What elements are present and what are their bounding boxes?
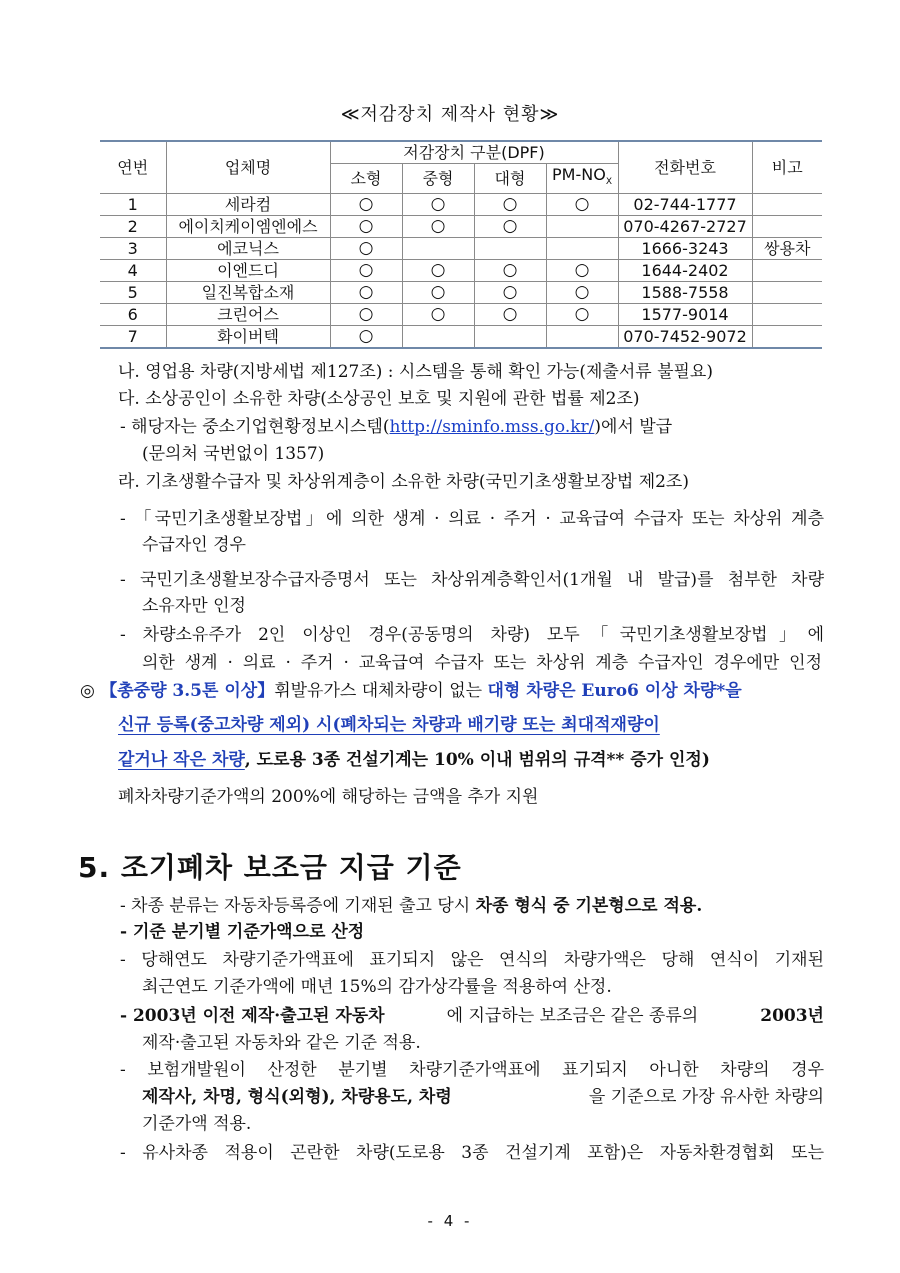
- cell-phone: 1666-3243: [618, 238, 752, 260]
- item-ra: 라. 기초생활수급자 및 차상위계층이 소유한 차량(국민기초생활보장법 제2조): [118, 472, 689, 492]
- header-no: 연번: [100, 141, 166, 194]
- cell-small: ○: [330, 282, 402, 304]
- cell-note: [752, 216, 822, 238]
- cell-large: ○: [474, 194, 546, 216]
- special-line3: [118, 748, 710, 772]
- item-ra-3-line2: 의한 생계 · 의료 · 주거 · 교육급여 수급자 또는 차상위 계층 수급자인 경우에만 인정: [142, 653, 822, 673]
- header-device-group: 저감장치 구분(DPF): [330, 141, 618, 164]
- header-company: 업체명: [166, 141, 330, 194]
- table-row: [100, 260, 822, 282]
- cell-company: 일진복합소재: [166, 282, 330, 304]
- s5-item4-line1: [120, 1004, 824, 1028]
- cell-phone: 02-744-1777: [618, 194, 752, 216]
- cell-company: 에코닉스: [166, 238, 330, 260]
- cell-no: 2: [100, 216, 166, 238]
- cell-note: [752, 194, 822, 216]
- s5-item5-line1: - 보험개발원이 산정한 분기별 차량기준가액표에 표기되지 아니한 차량의 경우: [120, 1060, 824, 1080]
- header-phone: 전화번호: [618, 141, 752, 194]
- s5-item3-line2: 최근연도 기준가액에 매년 15%의 감가상각률을 적용하여 산정.: [142, 977, 612, 997]
- item-da: 다. 소상공인이 소유한 차량(소상공인 보호 및 지원에 관한 법률 제2조): [118, 389, 640, 409]
- item-ra-2-line2: 소유자만 인정: [142, 596, 246, 616]
- page-number: - 4 -: [427, 1212, 473, 1230]
- s5-item1-bold: 차종 형식 중 기본형으로 적용.: [475, 896, 703, 916]
- cell-large: ○: [474, 304, 546, 326]
- item-da-sub2: (문의처 국번없이 1357): [142, 444, 325, 464]
- cell-note: 쌍용차: [752, 238, 822, 260]
- s5-item4-bold1: - 2003년 이전 제작·출고된 자동차: [120, 1006, 385, 1026]
- section-title: 5. 조기폐차 보조금 지급 기준: [78, 851, 462, 884]
- cell-pmnox: [546, 216, 618, 238]
- cell-phone: 070-7452-9072: [618, 326, 752, 349]
- special-line1: [80, 679, 742, 703]
- header-medium: 중형: [402, 164, 474, 194]
- cell-medium: [402, 326, 474, 349]
- s5-item1: [120, 894, 702, 918]
- item-da-sub-prefix: - 해당자는 중소기업현황정보시스템(: [120, 417, 390, 437]
- special-blue3: 같거나 작은 차량: [118, 750, 245, 770]
- cell-note: [752, 326, 822, 349]
- cell-pmnox: ○: [546, 282, 618, 304]
- cell-small: ○: [330, 238, 402, 260]
- cell-no: 7: [100, 326, 166, 349]
- cell-company: 크린어스: [166, 304, 330, 326]
- cell-large: [474, 326, 546, 349]
- s5-item3-line1: - 당해연도 차량기준가액표에 표기되지 않은 연식의 차량가액은 당해 연식이 기재된: [120, 950, 824, 970]
- cell-medium: ○: [402, 282, 474, 304]
- table-row: [100, 216, 822, 238]
- item-ra-2-line1: - 국민기초생활보장수급자증명서 또는 차상위계층확인서(1개월 내 발급)를 첨부한 차량: [120, 570, 824, 590]
- cell-note: [752, 282, 822, 304]
- header-large: 대형: [474, 164, 546, 194]
- cell-phone: 1644-2402: [618, 260, 752, 282]
- cell-company: 에이치케이엠엔에스: [166, 216, 330, 238]
- s5-item4-text: 에 지급하는 보조금은 같은 종류의: [446, 1006, 699, 1026]
- cell-medium: ○: [402, 216, 474, 238]
- s5-item5-text: 을 기준으로 가장 유사한 차량의: [588, 1087, 824, 1107]
- s5-item1-text: - 차종 분류는 자동차등록증에 기재된 출고 당시: [120, 896, 476, 916]
- sminfo-link[interactable]: http://sminfo.mss.go.kr/: [389, 417, 595, 437]
- cell-large: ○: [474, 260, 546, 282]
- cell-no: 5: [100, 282, 166, 304]
- special-weight: 【총중량 3.5톤 이상】: [100, 681, 275, 701]
- cell-small: ○: [330, 194, 402, 216]
- cell-small: ○: [330, 260, 402, 282]
- cell-phone: 070-4267-2727: [618, 216, 752, 238]
- cell-company: 세라컴: [166, 194, 330, 216]
- special-text1: 휘발유가스 대체차량이 없는: [274, 681, 488, 701]
- special-blue1: 대형 차량은 Euro6 이상 차량*을: [487, 681, 742, 701]
- table-row: [100, 326, 822, 349]
- header-pmnox: [546, 164, 618, 194]
- cell-phone: 1577-9014: [618, 304, 752, 326]
- cell-company: 이엔드디: [166, 260, 330, 282]
- s5-item4-bold2: 2003년: [760, 1006, 824, 1026]
- cell-no: 4: [100, 260, 166, 282]
- cell-no: 1: [100, 194, 166, 216]
- table-row: [100, 194, 822, 216]
- cell-medium: ○: [402, 260, 474, 282]
- cell-medium: [402, 238, 474, 260]
- cell-pmnox: [546, 326, 618, 349]
- header-pmnox-text: PM-NO: [552, 165, 606, 184]
- cell-small: ○: [330, 326, 402, 349]
- s5-item2: - 기준 분기별 기준가액으로 산정: [120, 922, 365, 942]
- s5-item5-line2: [142, 1085, 824, 1109]
- cell-note: [752, 260, 822, 282]
- s5-item4-line2: 제작·출고된 자동차와 같은 기준 적용.: [142, 1033, 421, 1053]
- special-text2: , 도로용 3종 건설기계는 10% 이내 범위의 규격** 증가 인정): [244, 750, 710, 770]
- cell-medium: ○: [402, 304, 474, 326]
- cell-pmnox: ○: [546, 304, 618, 326]
- item-na: 나. 영업용 차량(지방세법 제127조) : 시스템을 통해 확인 가능(제출서류 불필요): [118, 362, 713, 382]
- header-small: 소형: [330, 164, 402, 194]
- cell-small: ○: [330, 304, 402, 326]
- table-row: [100, 282, 822, 304]
- s5-item5-bold: 제작사, 차명, 형식(외형), 차량용도, 차령: [142, 1087, 452, 1107]
- header-note: 비고: [752, 141, 822, 194]
- cell-phone: 1588-7558: [618, 282, 752, 304]
- item-da-sub: [120, 415, 672, 439]
- cell-medium: ○: [402, 194, 474, 216]
- cell-large: [474, 238, 546, 260]
- cell-pmnox: [546, 238, 618, 260]
- item-ra-3-line1: - 차량소유주가 2인 이상인 경우(공동명의 차량) 모두「국민기초생활보장법」에: [120, 625, 824, 645]
- cell-large: ○: [474, 282, 546, 304]
- cell-large: ○: [474, 216, 546, 238]
- header-pmnox-sub: X: [605, 177, 612, 188]
- cell-note: [752, 304, 822, 326]
- cell-pmnox: ○: [546, 260, 618, 282]
- special-blue2: 신규 등록(중고차량 제외) 시(폐차되는 차량과 배기량 또는 최대적재량이: [118, 715, 660, 735]
- s5-item6: - 유사차종 적용이 곤란한 차량(도로용 3종 건설기계 포함)은 자동차환경협회 또는: [120, 1143, 824, 1163]
- cell-pmnox: ○: [546, 194, 618, 216]
- manufacturer-table: [100, 140, 822, 349]
- special-mark: ◎: [80, 681, 95, 701]
- cell-small: ○: [330, 216, 402, 238]
- table-row: [100, 304, 822, 326]
- item-ra-1-line1: - 「국민기초생활보장법」에 의한 생계 · 의료 · 주거 · 교육급여 수급자 또는 차상위 계층: [120, 509, 824, 529]
- item-ra-1-line2: 수급자인 경우: [142, 535, 246, 555]
- special-line4: 폐차차량기준가액의 200%에 해당하는 금액을 추가 지원: [118, 787, 539, 807]
- cell-no: 6: [100, 304, 166, 326]
- cell-no: 3: [100, 238, 166, 260]
- special-line2: [118, 713, 660, 737]
- item-da-sub-suffix: )에서 발급: [594, 417, 673, 437]
- cell-company: 화이버텍: [166, 326, 330, 349]
- table-row: [100, 238, 822, 260]
- table-title: ≪저감장치 제작사 현황≫: [340, 104, 560, 125]
- s5-item5-line3: 기준가액 적용.: [142, 1114, 252, 1134]
